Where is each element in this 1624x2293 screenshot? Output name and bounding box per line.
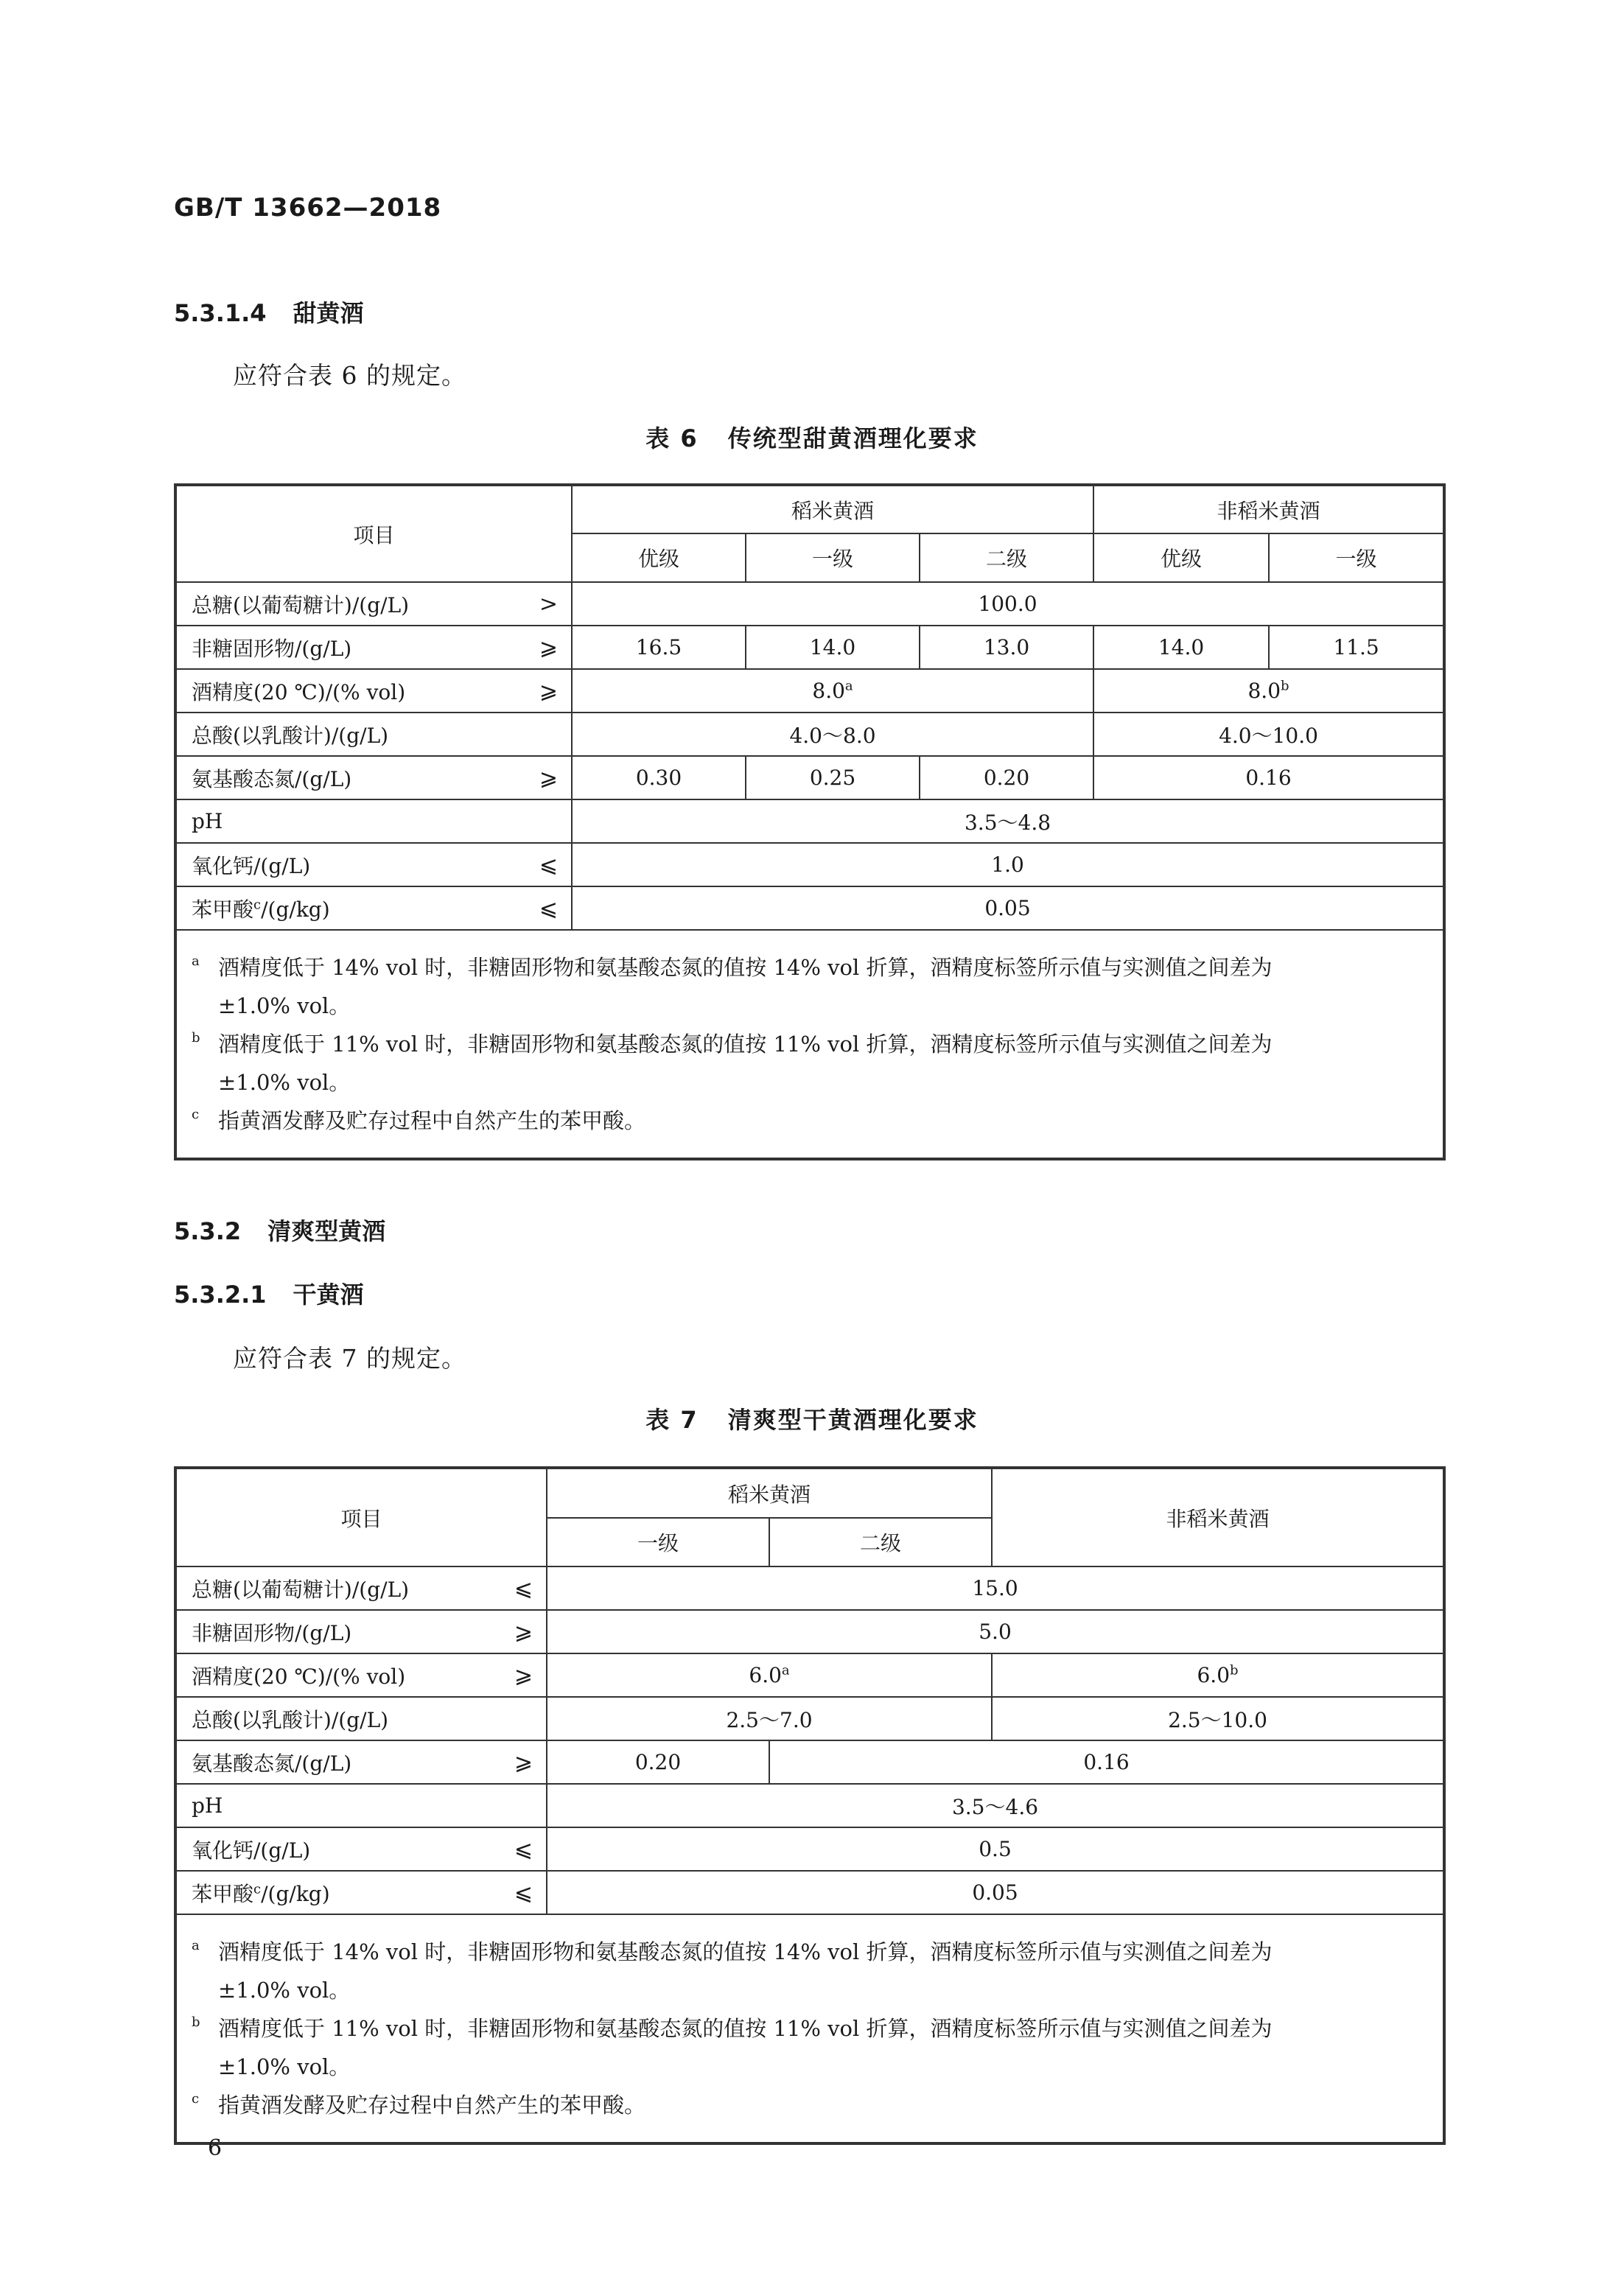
table6-sub-grade: 二级 (920, 533, 1093, 582)
table6-head-rice: 稻米黄酒 (572, 485, 1093, 533)
cell-value: 0.05 (547, 1871, 1444, 1914)
table-row (175, 1653, 1444, 1697)
cell-value: 2.5～7.0 (547, 1697, 992, 1740)
table7-sub-grade: 二级 (769, 1518, 992, 1566)
paragraph-table6-ref: 应符合表 6 的规定。 (233, 361, 466, 390)
row-label: pH (175, 1784, 547, 1827)
table7-head-rice: 稻米黄酒 (547, 1468, 992, 1518)
table6-caption-number: 表 6 (645, 424, 699, 452)
table7-head-nonrice: 非稻米黄酒 (992, 1468, 1444, 1566)
table6-caption-title: 传统型甜黄酒理化要求 (727, 424, 979, 452)
cell-value: 3.5～4.6 (547, 1784, 1444, 1827)
row-label: 非糖固形物/(g/L) ⩾ (175, 626, 572, 669)
row-label: 氧化钙/(g/L) ⩽ (175, 843, 572, 886)
footnote-marker: c (192, 2091, 200, 2107)
cell-value: 4.0～10.0 (1093, 713, 1444, 756)
row-label: 氨基酸态氮/(g/L) ⩾ (175, 1740, 547, 1784)
table-row (175, 1784, 1444, 1827)
row-label: 总糖(以葡萄糖计)/(g/L) > (175, 582, 572, 626)
footnote-marker: b (1230, 1662, 1239, 1678)
table6-head-item: 项目 (175, 485, 572, 582)
footnote-marker: a (844, 678, 853, 694)
footnote-marker: a (192, 953, 200, 969)
cell-value: 14.0 (1093, 626, 1269, 669)
row-label: pH (175, 799, 572, 843)
section-title: 清爽型黄酒 (267, 1217, 386, 1245)
cell-value: 15.0 (547, 1566, 1444, 1610)
table-row (175, 756, 1444, 799)
cell-value: 6.0$^a$ (547, 1653, 992, 1697)
comparison-symbol: ⩽ (539, 895, 558, 921)
table-row (175, 1740, 1444, 1784)
cell-value: 8.0$^a$ (572, 669, 1093, 713)
cell-value: 4.0～8.0 (572, 713, 1093, 756)
row-label: 总酸(以乳酸计)/(g/L) (175, 1697, 547, 1740)
cell-value: 16.5 (572, 626, 746, 669)
table6-sub-grade: 优级 (1093, 533, 1269, 582)
document-number: GB/T 13662—2018 (174, 193, 442, 223)
table7-caption-title: 清爽型干黄酒理化要求 (727, 1406, 979, 1434)
comparison-symbol: ⩽ (514, 1575, 533, 1601)
footnote: b 酒精度低于 11% vol 时，非糖固形物和氨基酸态氮的值按 11% vol 折算，酒精度标签所示值与实测值之间差为 (218, 2009, 1428, 2048)
comparison-symbol: ⩾ (539, 678, 558, 704)
cell-value: 0.16 (1093, 756, 1444, 799)
cell-value: 0.5 (547, 1827, 1444, 1871)
section-heading-5-3-2 (174, 1213, 385, 1247)
table6-head-nonrice: 非稻米黄酒 (1093, 485, 1444, 533)
comparison-symbol: ⩾ (514, 1662, 533, 1688)
cell-value: 11.5 (1269, 626, 1444, 669)
cell-value: 8.0$^b$ (1093, 669, 1444, 713)
comparison-symbol: ⩾ (514, 1619, 533, 1645)
table7-sub-grade: 一级 (547, 1518, 769, 1566)
cell-value: 0.25 (746, 756, 920, 799)
section-heading-5-3-1-4 (174, 295, 364, 329)
row-label: 氨基酸态氮/(g/L) ⩾ (175, 756, 572, 799)
table-row (175, 1566, 1444, 1610)
comparison-symbol: ⩽ (514, 1836, 533, 1862)
comparison-symbol: ⩾ (539, 634, 558, 660)
footnote-marker: c (253, 897, 262, 913)
section-number: 5.3.2.1 (174, 1281, 267, 1309)
footnote-marker: c (192, 1107, 200, 1122)
footnote-marker: c (253, 1881, 262, 1897)
section-title: 甜黄酒 (293, 299, 364, 327)
cell-value: 1.0 (572, 843, 1444, 886)
table-row (175, 713, 1444, 756)
footnote-marker: a (192, 1938, 200, 1953)
footnote-marker: b (1281, 678, 1289, 694)
table-row (175, 582, 1444, 626)
table7-caption-number: 表 7 (645, 1406, 699, 1434)
table6-notes-row (175, 930, 1444, 1159)
section-heading-5-3-2-1 (174, 1276, 364, 1310)
footnote-marker: a (781, 1662, 790, 1678)
footnote: c 指黄酒发酵及贮存过程中自然产生的苯甲酸。 (218, 1102, 1428, 1140)
cell-value: 0.05 (572, 886, 1444, 930)
footnote: b 酒精度低于 11% vol 时，非糖固形物和氨基酸态氮的值按 11% vol 折算，酒精度标签所示值与实测值之间差为 (218, 1025, 1428, 1063)
table6-sub-grade: 一级 (746, 533, 920, 582)
footnote: a 酒精度低于 14% vol 时，非糖固形物和氨基酸态氮的值按 14% vol 折算，酒精度标签所示值与实测值之间差为 (218, 1933, 1428, 1971)
section-title: 干黄酒 (293, 1281, 364, 1309)
cell-value: 0.20 (920, 756, 1093, 799)
footnote-continuation: ±1.0% vol。 (218, 2054, 351, 2079)
cell-value: 5.0 (547, 1610, 1444, 1653)
table-row (175, 1610, 1444, 1653)
paragraph-table7-ref: 应符合表 7 的规定。 (233, 1344, 466, 1373)
table-row (175, 1827, 1444, 1871)
row-label: 酒精度(20 ℃)/(% vol) ⩾ (175, 1653, 547, 1697)
table-row (175, 1871, 1444, 1914)
cell-value: 0.16 (769, 1740, 1444, 1784)
cell-value: 0.20 (547, 1740, 769, 1784)
cell-value: 13.0 (920, 626, 1093, 669)
row-label: 苯甲酸$^c$/(g/kg) ⩽ (175, 886, 572, 930)
footnote-continuation: ±1.0% vol。 (218, 993, 351, 1018)
table7-notes (175, 1914, 1444, 2143)
table6-notes (175, 930, 1444, 1159)
page-number: 6 (208, 2135, 223, 2161)
comparison-symbol: ⩾ (539, 765, 558, 791)
table7-head-item: 项目 (175, 1468, 547, 1566)
table-row (175, 626, 1444, 669)
table7-caption (0, 1401, 1624, 1435)
section-number: 5.3.1.4 (174, 299, 267, 327)
comparison-symbol: > (539, 591, 558, 617)
cell-value: 2.5～10.0 (992, 1697, 1444, 1740)
table7 (174, 1466, 1446, 2145)
footnote-marker: b (192, 1030, 200, 1046)
cell-value: 100.0 (572, 582, 1444, 626)
table6-sub-grade: 优级 (572, 533, 746, 582)
table-row (175, 886, 1444, 930)
table-row (175, 799, 1444, 843)
footnote-continuation: ±1.0% vol。 (218, 1070, 351, 1095)
table7-notes-row (175, 1914, 1444, 2143)
table-row (175, 843, 1444, 886)
row-label: 苯甲酸$^c$/(g/kg) ⩽ (175, 1871, 547, 1914)
cell-value: 3.5～4.8 (572, 799, 1444, 843)
cell-value: 14.0 (746, 626, 920, 669)
table-row (175, 669, 1444, 713)
row-label: 非糖固形物/(g/L) ⩾ (175, 1610, 547, 1653)
comparison-symbol: ⩽ (514, 1880, 533, 1905)
cell-value: 6.0$^b$ (992, 1653, 1444, 1697)
footnote: c 指黄酒发酵及贮存过程中自然产生的苯甲酸。 (218, 2086, 1428, 2124)
table6 (174, 483, 1446, 1160)
table6-sub-grade: 一级 (1269, 533, 1444, 582)
row-label: 总糖(以葡萄糖计)/(g/L) ⩽ (175, 1566, 547, 1610)
cell-value: 0.30 (572, 756, 746, 799)
footnote-marker: b (192, 2014, 200, 2030)
table-row (175, 1697, 1444, 1740)
comparison-symbol: ⩾ (514, 1749, 533, 1775)
row-label: 总酸(以乳酸计)/(g/L) (175, 713, 572, 756)
row-label: 酒精度(20 ℃)/(% vol) ⩾ (175, 669, 572, 713)
table6-caption (0, 420, 1624, 454)
row-label: 氧化钙/(g/L) ⩽ (175, 1827, 547, 1871)
footnote: a 酒精度低于 14% vol 时，非糖固形物和氨基酸态氮的值按 14% vol 折算，酒精度标签所示值与实测值之间差为 (218, 948, 1428, 987)
section-number: 5.3.2 (174, 1217, 242, 1245)
comparison-symbol: ⩽ (539, 852, 558, 878)
footnote-continuation: ±1.0% vol。 (218, 1978, 351, 2003)
